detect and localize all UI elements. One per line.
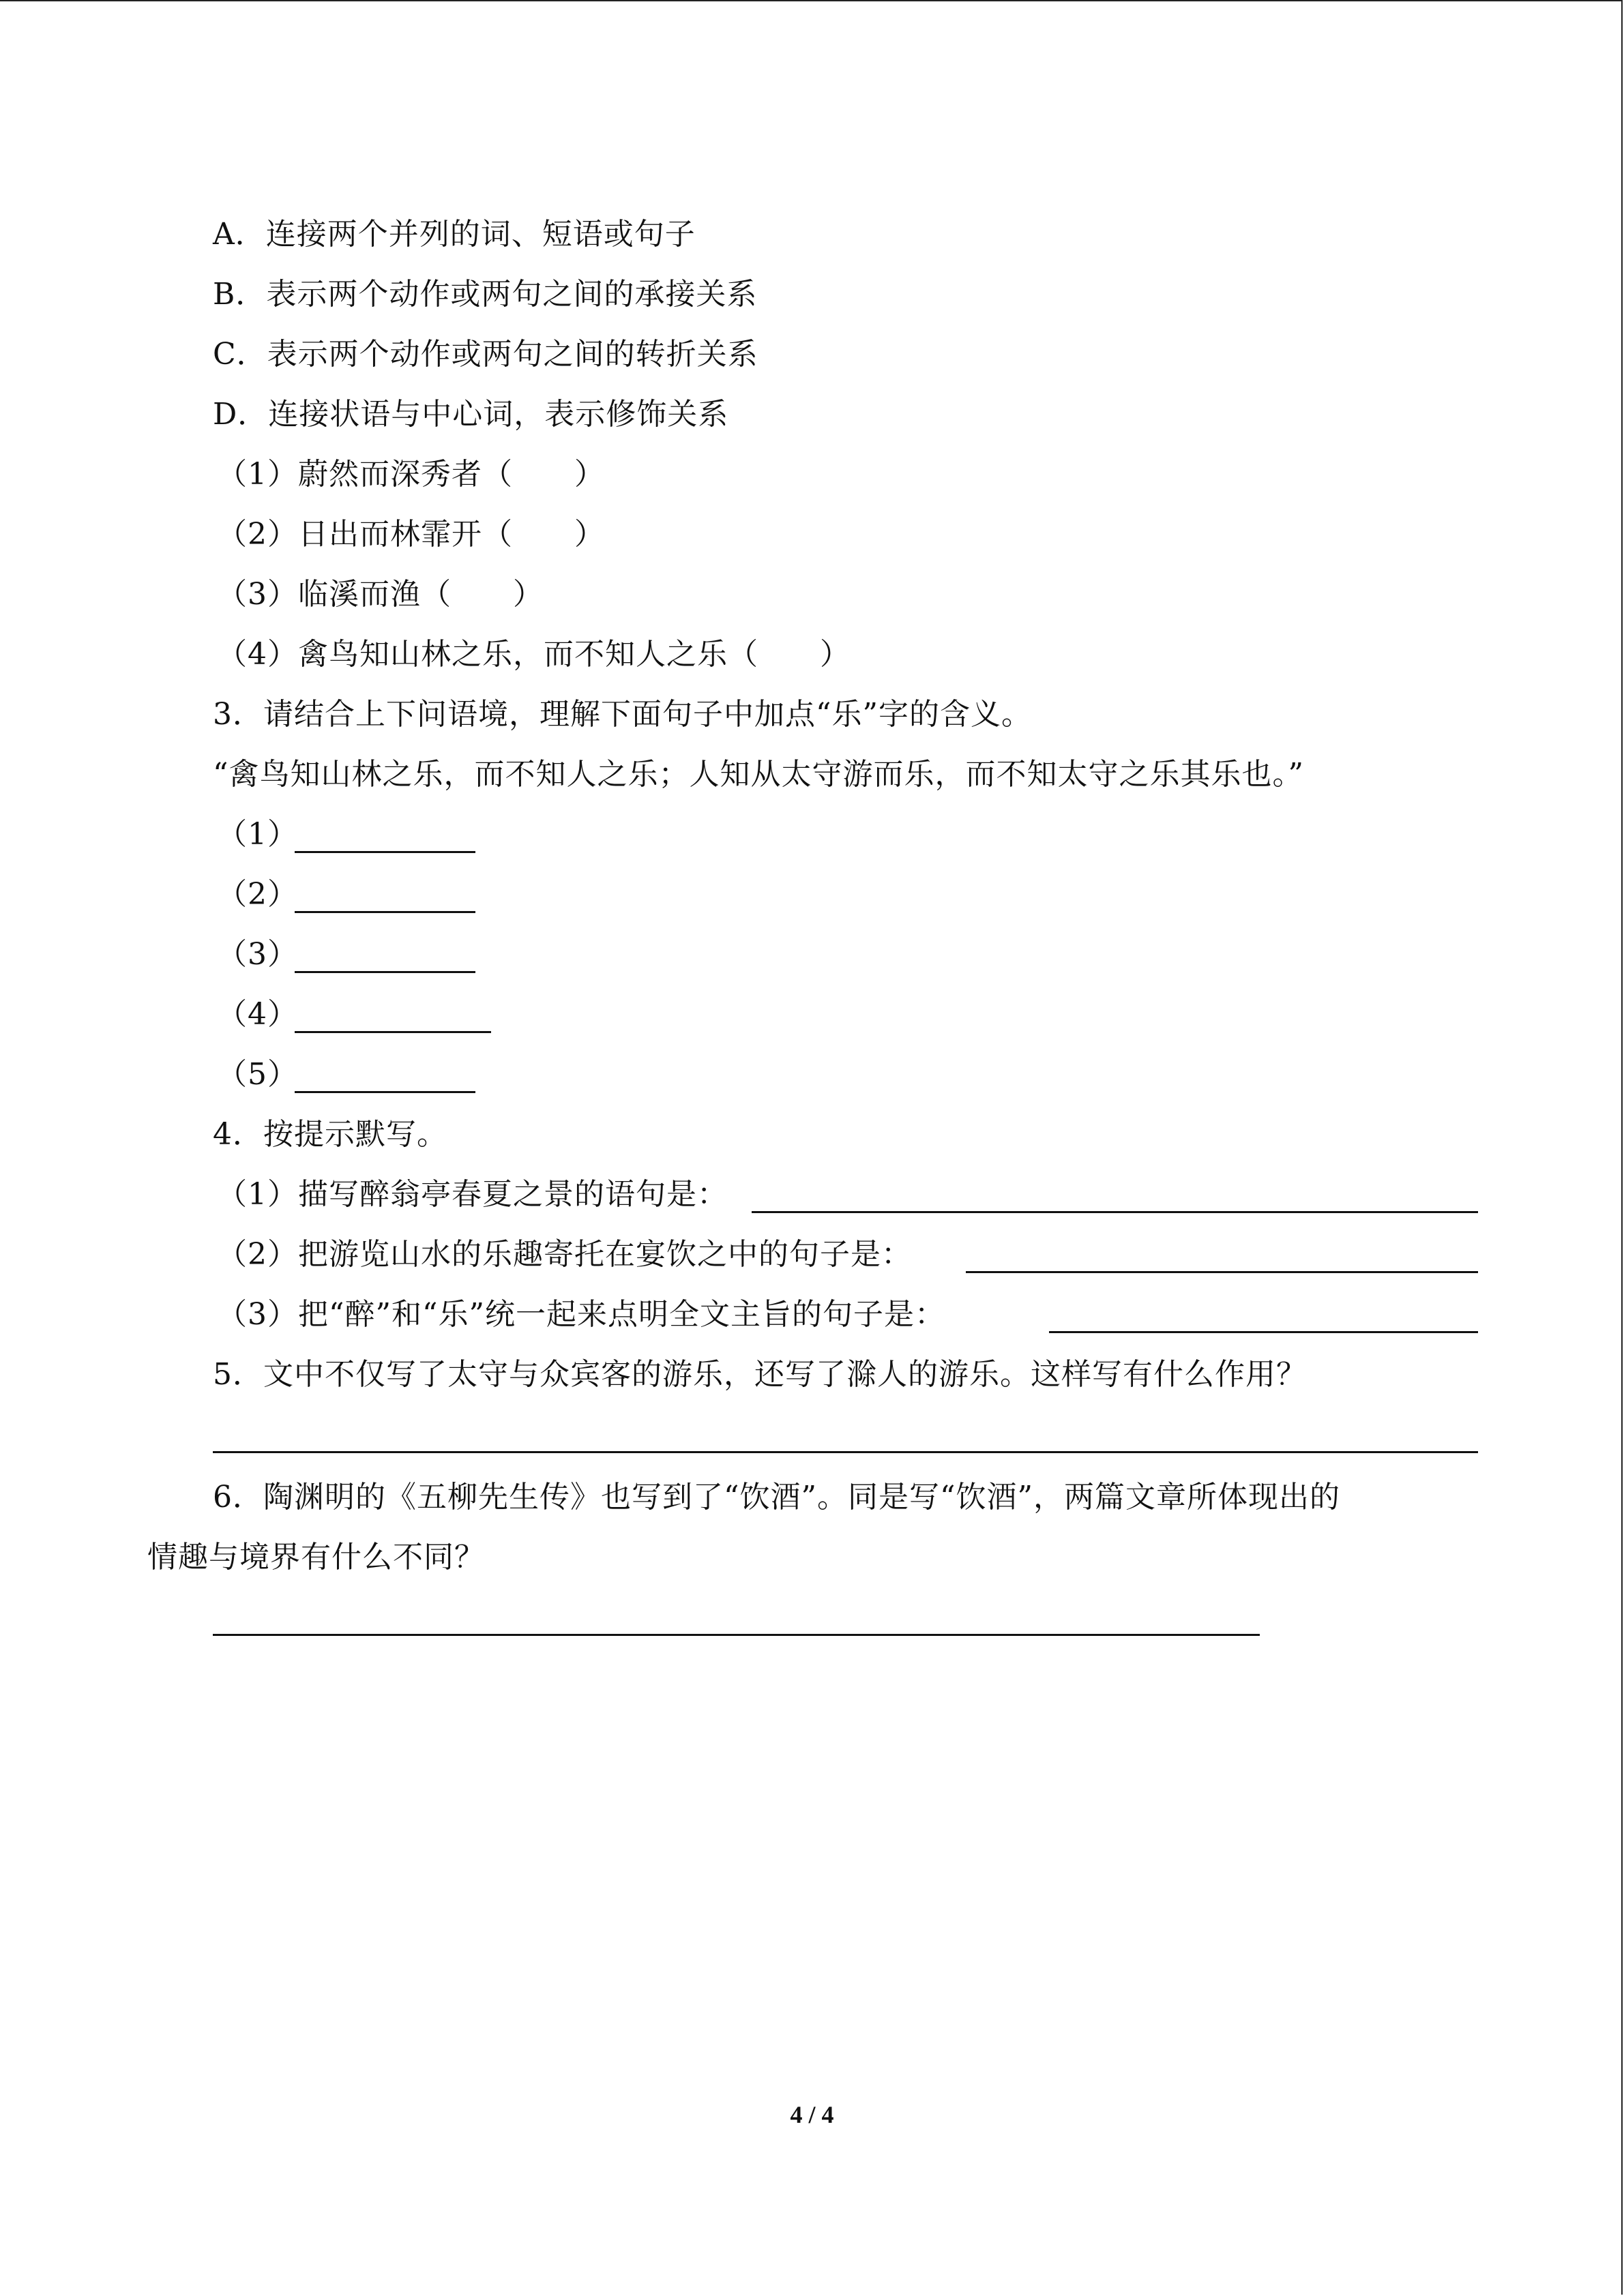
q3-quote: “禽鸟知山林之乐，而不知人之乐；人知从太守游而乐，而不知太守之乐其乐也。”: [213, 757, 1304, 792]
q3-blank-label-4: （4）: [217, 997, 298, 1032]
q3-answer-line-1[interactable]: [295, 851, 475, 853]
q2-item-3: （3）临溪而渔（ ）: [217, 577, 544, 612]
q3-prompt: 3．请结合上下问语境，理解下面句子中加点“乐”字的含义。: [213, 697, 1032, 732]
q2-item-1: （1）蔚然而深秀者（ ）: [217, 457, 605, 492]
q3-blank-label-5: （5）: [217, 1057, 298, 1092]
q4-prompt: 4．按提示默写。: [213, 1117, 447, 1152]
q3-answer-line-5[interactable]: [295, 1091, 475, 1093]
q5-answer-line[interactable]: [213, 1451, 1478, 1453]
option-b: B．表示两个动作或两句之间的承接关系: [213, 277, 758, 312]
q4-item-1: （1）描写醉翁亭春夏之景的语句是：: [217, 1177, 728, 1212]
q3-answer-line-2[interactable]: [295, 911, 475, 913]
q4-answer-line-1[interactable]: [752, 1211, 1478, 1213]
option-a: A．连接两个并列的词、短语或句子: [213, 217, 696, 252]
page-number: 4 / 4: [790, 2101, 834, 2128]
q4-item-3: （3）把“醉”和“乐”统一起来点明全文主旨的句子是：: [217, 1297, 945, 1332]
q3-answer-line-4[interactable]: [295, 1031, 491, 1033]
q4-answer-line-3[interactable]: [1049, 1331, 1478, 1333]
option-d: D．连接状语与中心词，表示修饰关系: [213, 397, 729, 432]
q3-blank-label-3: （3）: [217, 937, 298, 972]
q4-item-2: （2）把游览山水的乐趣寄托在宴饮之中的句子是：: [217, 1237, 912, 1272]
option-c: C．表示两个动作或两句之间的转折关系: [213, 337, 758, 372]
q6-prompt-line-1: 6．陶渊明的《五柳先生传》也写到了“饮酒”。同是写“饮酒”，两篇文章所体现出的: [213, 1480, 1340, 1515]
q2-item-4: （4）禽鸟知山林之乐，而不知人之乐（ ）: [217, 637, 851, 672]
q4-answer-line-2[interactable]: [966, 1271, 1478, 1273]
q6-prompt-line-2: 情趣与境界有什么不同？: [147, 1540, 485, 1575]
q5-prompt: 5．文中不仅写了太守与众宾客的游乐，还写了滁人的游乐。这样写有什么作用？: [213, 1357, 1307, 1392]
q3-blank-label-1: （1）: [217, 817, 298, 852]
q3-answer-line-3[interactable]: [295, 971, 475, 973]
q6-answer-line[interactable]: [213, 1634, 1260, 1636]
q3-blank-label-2: （2）: [217, 877, 298, 912]
q2-item-2: （2）日出而林霏开（ ）: [217, 517, 605, 552]
